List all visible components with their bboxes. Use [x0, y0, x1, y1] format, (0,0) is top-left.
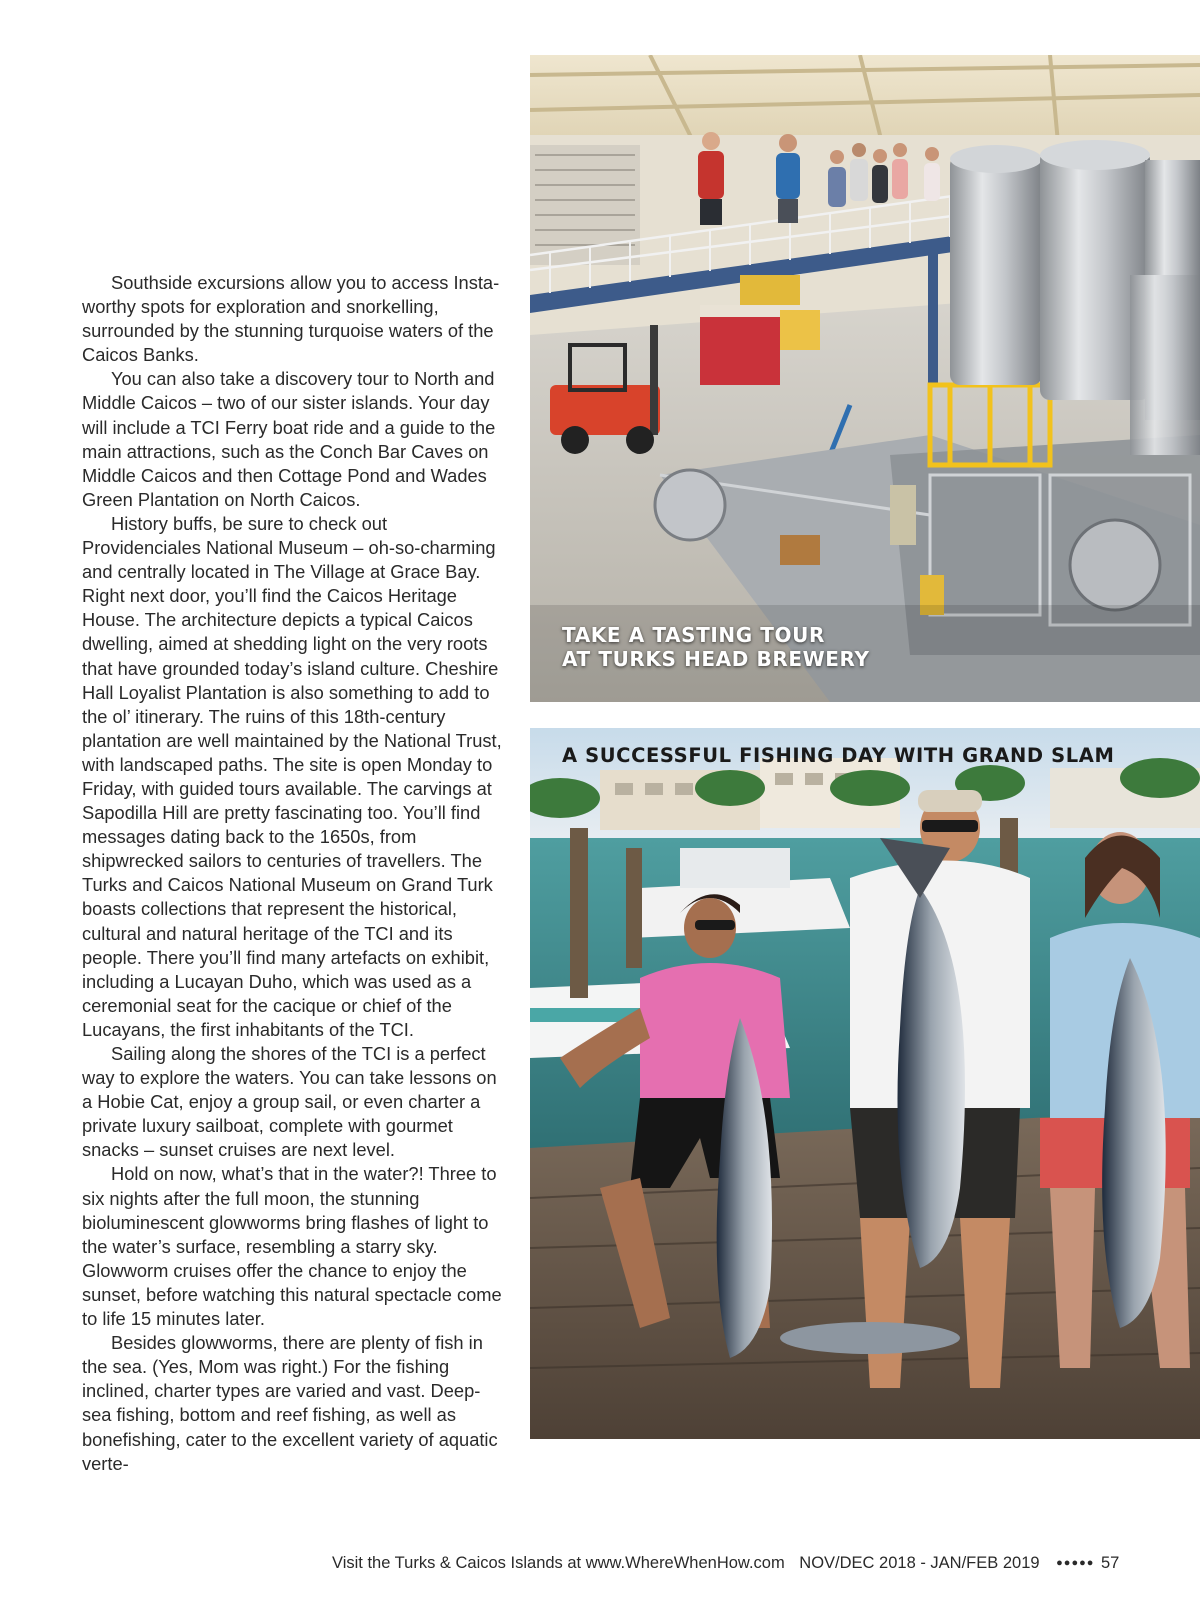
- brewery-illustration: [530, 55, 1200, 702]
- brewery-caption-line2: AT TURKS HEAD BREWERY: [562, 647, 870, 671]
- fishing-photo: [530, 728, 1200, 1439]
- footer-issue: NOV/DEC 2018 - JAN/FEB 2019: [799, 1554, 1040, 1572]
- brewery-caption: [562, 623, 870, 671]
- article-paragraph: Hold on now, what’s that in the water?! Three to six nights after the full moon, the stunning bioluminescent glowworms bring flashes of light to the water’s surface, resembling a starry sky. Glowworm cruises offer the chance to enjoy the sunset, before watching this natural spectacle come to life 15 minutes later.: [82, 1163, 502, 1330]
- footer-visit-text: Visit the Turks & Caicos Islands at www.WhereWhenHow.com: [332, 1554, 785, 1572]
- fishing-caption: A SUCCESSFUL FISHING DAY WITH GRAND SLAM: [562, 744, 1115, 767]
- page-footer: [332, 1554, 1119, 1573]
- article-paragraph: History buffs, be sure to check out Providenciales National Museum – oh-so-charming and centrally located in The Village at Grace Bay. Right next door, you’ll find the Caicos Heritage House. The architecture depicts a typical Caicos dwelling, aimed at shedding light on the very roots that have grounded today’s island culture. Cheshire Hall Loyalist Plantation is also something to add to the ol’ itinerary. The ruins of this 18th-century plantation are well maintained by the National Trust, with landscaped paths. The site is open Monday to Friday, with guided tours available. The carvings at Sapodilla Hill are pretty fascinating too. You’ll find messages dating back to the 1650s, from shipwrecked sailors to centuries of travellers. The Turks and Caicos National Museum on Grand Turk boasts collections that represent the historical, cultural and natural heritage of the TCI and its people. There you’ll find many artefacts on exhibit, including a Lucayan Duho, which was used as a ceremonial seat for the cacique or chief of the Lucayans, the first inhabitants of the TCI.: [82, 512, 502, 1040]
- brewery-caption-line1: TAKE A TASTING TOUR: [562, 623, 825, 647]
- article-paragraph: You can also take a discovery tour to North and Middle Caicos – two of our sister islands. Your day will include a TCI Ferry boat ride and a guide to the main attractions, such as the Conch Bar Caves on Middle Caicos and then Cottage Pond and Wades Green Plantation on North Caicos.: [82, 368, 496, 510]
- footer-dots: ●●●●●: [1056, 1557, 1095, 1569]
- article-body: [82, 271, 502, 1476]
- article-paragraph: Sailing along the shores of the TCI is a perfect way to explore the waters. You can take lessons on a Hobie Cat, enjoy a group sail, or even charter a private luxury sailboat, complete with gourmet snacks – sunset cruises are next level.: [82, 1043, 497, 1161]
- fishing-illustration: [530, 728, 1200, 1439]
- article-paragraph: Besides glowworms, there are plenty of fish in the sea. (Yes, Mom was right.) For the fishing inclined, charter types are varied and vast. Deep-sea fishing, bottom and reef fishing, as well as bonefishing, cater to the excellent variety of aquatic verte-: [82, 1332, 498, 1474]
- brewery-photo: [530, 55, 1200, 702]
- article-paragraph: Southside excursions allow you to access Insta-worthy spots for exploration and snorkelling, surrounded by the stunning turquoise waters of the Caicos Banks.: [82, 272, 500, 366]
- page-number: 57: [1100, 1554, 1120, 1572]
